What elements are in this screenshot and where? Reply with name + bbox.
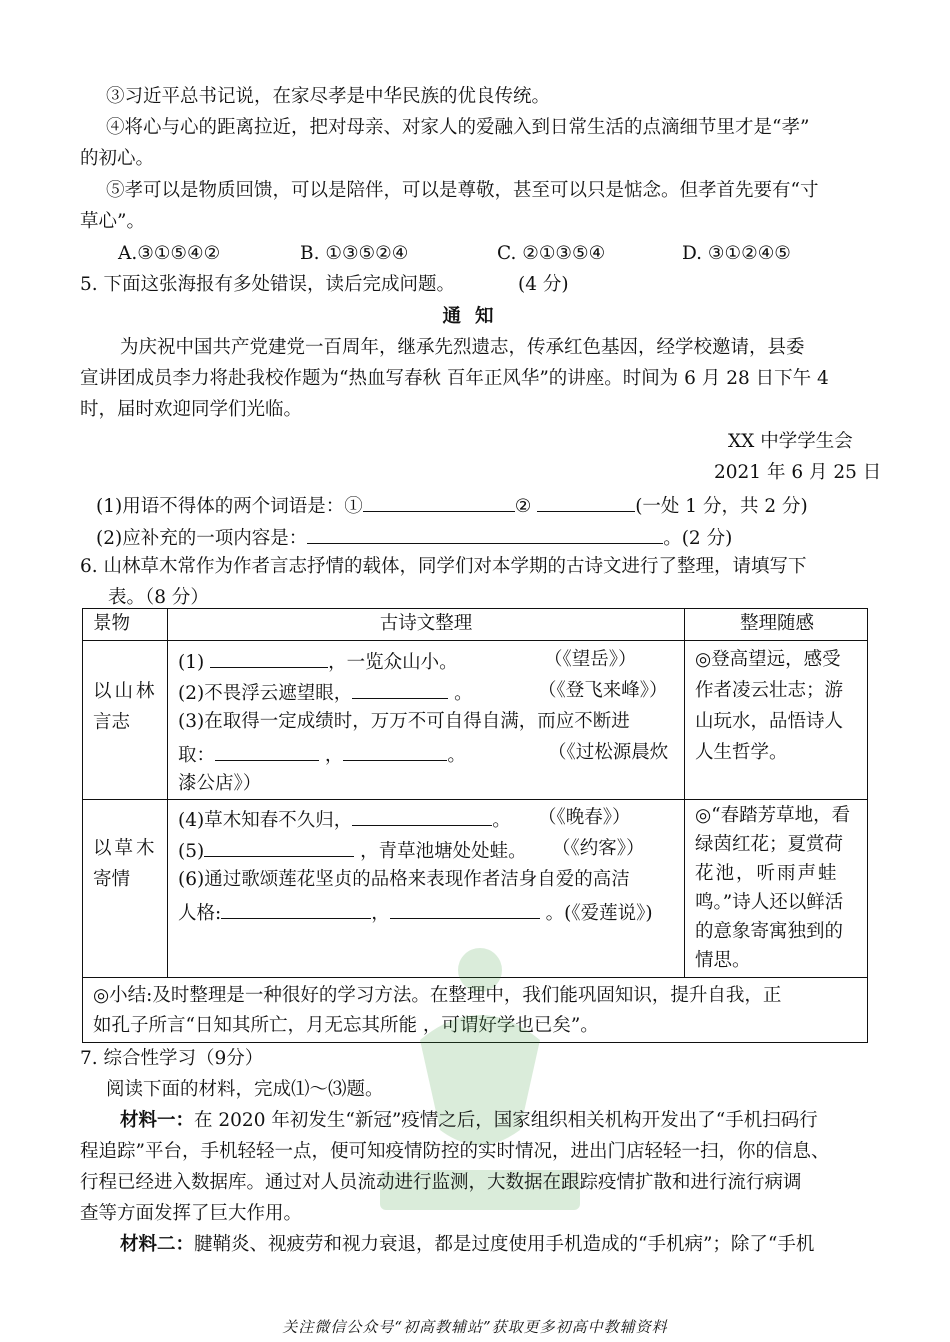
poem-text: (4)草木知春不久归， [178,810,353,831]
poem-text: 。 [454,683,473,704]
header-poems: 古诗文整理 [379,613,473,634]
footer-note: 关注微信公众号“初高教辅站”获取更多初高中教辅资料 [282,1318,668,1336]
poem-text: ， [324,745,344,766]
poem-text: ， [371,903,390,924]
poem-text: 。 [447,745,466,766]
answer-blank[interactable] [537,491,635,512]
answer-blank[interactable] [352,805,492,826]
item-4-line2: 的初心。 [80,148,155,169]
material-1-line3: 行程已经进入数据库。通过对人员流动进行监测，大数据在跟踪疫情扩散和进行流行病调 [80,1172,802,1193]
feeling-line: 绿茵红花；夏赏荷 [695,834,844,855]
feeling-line: 作者凌云壮志；游 [695,680,844,701]
poem-source: （《望岳》） [544,649,637,670]
item-3: ③习近平总书记说，在家尽孝是中华民族的优良传统。 [106,86,551,107]
q7-stem: 7. 综合性学习（9分） [80,1048,264,1069]
material-2-line1 [120,1232,814,1258]
option-b: B. ①③⑤②④ [300,243,409,264]
feeling-line: 山玩水，品悟诗人 [695,711,844,732]
poem-text: ，一览众山小。 [328,652,458,673]
item-4-line1: ④将心与心的距离拉近，把对母亲、对家人的爱融入到日常生活的点滴细节里才是“孝” [106,117,810,138]
notice-date: 2021 年 6 月 25 日 [714,462,882,483]
feeling-line: 花池，听雨声蛙 [695,863,839,884]
notice-signature: XX 中学学生会 [728,431,853,452]
poem-line-2 [178,678,473,707]
poem-text: (2)不畏浮云遮望眼， [178,683,353,704]
notice-body-line3: 时，届时欢迎同学们光临。 [80,399,303,420]
poem-line-4 [178,740,466,769]
notice-body-line2: 宣讲团成员李力将赴我校作题为“热血写春秋 百年正风华”的讲座。时间为 6 月 28 日下午 4 [80,368,829,389]
item-number: (1) [178,652,205,673]
poem-text: 取： [178,745,216,766]
poem-text: (5) [178,841,205,862]
feeling-line: 的意象寄寓独到的 [695,921,844,942]
answer-blank[interactable] [363,491,515,512]
poem-line-1 [178,647,458,676]
scene-plant-line2: 寄情 [93,869,131,890]
q7-intro: 阅读下面的材料，完成⑴～⑶题。 [106,1079,384,1100]
q5-sub1 [96,491,808,520]
answer-blank[interactable] [204,836,354,857]
poem-source: （《过松源晨炊 [548,742,669,763]
q5-stem: 5. 下面这张海报有多处错误，读后完成问题。 [80,274,456,295]
answer-blank[interactable] [307,523,663,544]
header-feelings: 整理随感 [739,613,814,634]
poem-line-4 [178,805,511,834]
q5-sub1-mid: ② [514,496,532,517]
q5-sub2-suffix: 。(2 分) [663,528,733,549]
notice-title: 通知 [442,306,508,327]
answer-blank[interactable] [390,898,540,919]
poem-source: （《约客》） [552,838,645,859]
material-1-line1 [120,1108,818,1134]
material-text: 腱鞘炎、视疲劳和视力衰退，都是过度使用手机造成的“手机病”；除了“手机 [194,1234,815,1255]
scene-mountain-line2: 言志 [93,712,131,733]
feeling-line: ◎“春踏芳草地，看 [695,805,851,826]
answer-blank[interactable] [343,740,447,761]
q5-score: (4 分) [518,274,569,295]
q6-stem-line2: 表。（8 分） [108,587,209,608]
notice-body-line1: 为庆祝中国共产党建党一百周年，继承先烈遗志，传承红色基因，经学校邀请，县委 [120,337,805,358]
summary-line2: 如孔子所言“日知其所亡，月无忘其所能 ，可谓好学也已矣”。 [93,1015,599,1036]
poem-source: （《晚春》） [538,807,631,828]
option-a: A.③①⑤④② [118,243,221,264]
material-1-line4: 查等方面发挥了巨大作用。 [80,1203,303,1224]
poem-source: 。(《爱莲说》) [545,903,653,924]
poem-line-3: (3)在取得一定成绩时，万万不可自得自满，而应不断进 [178,711,630,732]
material-1-line2: 程追踪”平台，手机轻轻一点，便可知疫情防控的实时情况，进出门店轻轻一扫，你的信息、 [80,1141,830,1162]
q5-sub1-suffix: (一处 1 分，共 2 分) [635,496,808,517]
feeling-line: 鸣。”诗人还以鲜活 [695,892,844,913]
answer-blank[interactable] [215,740,319,761]
item-5-line1: ⑤孝可以是物质回馈，可以是陪伴，可以是尊敬，甚至可以只是惦念。但孝首先要有“寸 [106,180,819,201]
poem-line-6: (6)通过歌颂莲花坚贞的品格来表现作者洁身自爱的高洁 [178,869,630,890]
poem-line-5 [178,836,527,865]
q5-sub2 [96,523,732,552]
poem-source: （《登飞来峰》） [538,680,668,701]
poem-text: 。 [492,810,511,831]
scene-plant-line1: 以草木 [93,838,158,859]
feeling-line: 情思。 [695,950,751,971]
answer-blank[interactable] [210,647,328,668]
summary-line1: ◎小结:及时整理是一种很好的学习方法。在整理中，我们能巩固知识，提升自我，正 [93,985,782,1006]
option-c: C. ②①③⑤④ [497,243,606,264]
answer-blank[interactable] [352,678,448,699]
q6-stem-line1: 6. 山林草木常作为作者言志抒情的载体，同学们对本学期的古诗文进行了整理，请填写下 [80,556,807,577]
poem-source-cont: 漆公店》） [178,773,262,794]
feeling-line: 人生哲学。 [695,742,788,763]
scene-mountain-line1: 以山林 [93,681,158,702]
material-text: 在 2020 年初发生“新冠”疫情之后，国家组织相关机构开发出了“手机扫码行 [194,1110,818,1131]
material-1-label: 材料一： [120,1110,195,1131]
header-scene: 景物 [93,613,131,634]
answer-blank[interactable] [221,898,371,919]
q5-sub1-prefix: (1)用语不得体的两个词语是：① [96,496,363,517]
poem-text: 人格: [178,903,222,924]
poem-text: ，青草池塘处处蛙。 [360,841,527,862]
item-5-line2: 草心”。 [80,211,145,232]
option-d: D. ③①②④⑤ [682,243,791,264]
q5-sub2-prefix: (2)应补充的一项内容是： [96,528,308,549]
feeling-line: ◎登高望远，感受 [695,649,841,670]
material-2-label: 材料二： [120,1234,195,1255]
poem-line-6-answer [178,898,653,927]
